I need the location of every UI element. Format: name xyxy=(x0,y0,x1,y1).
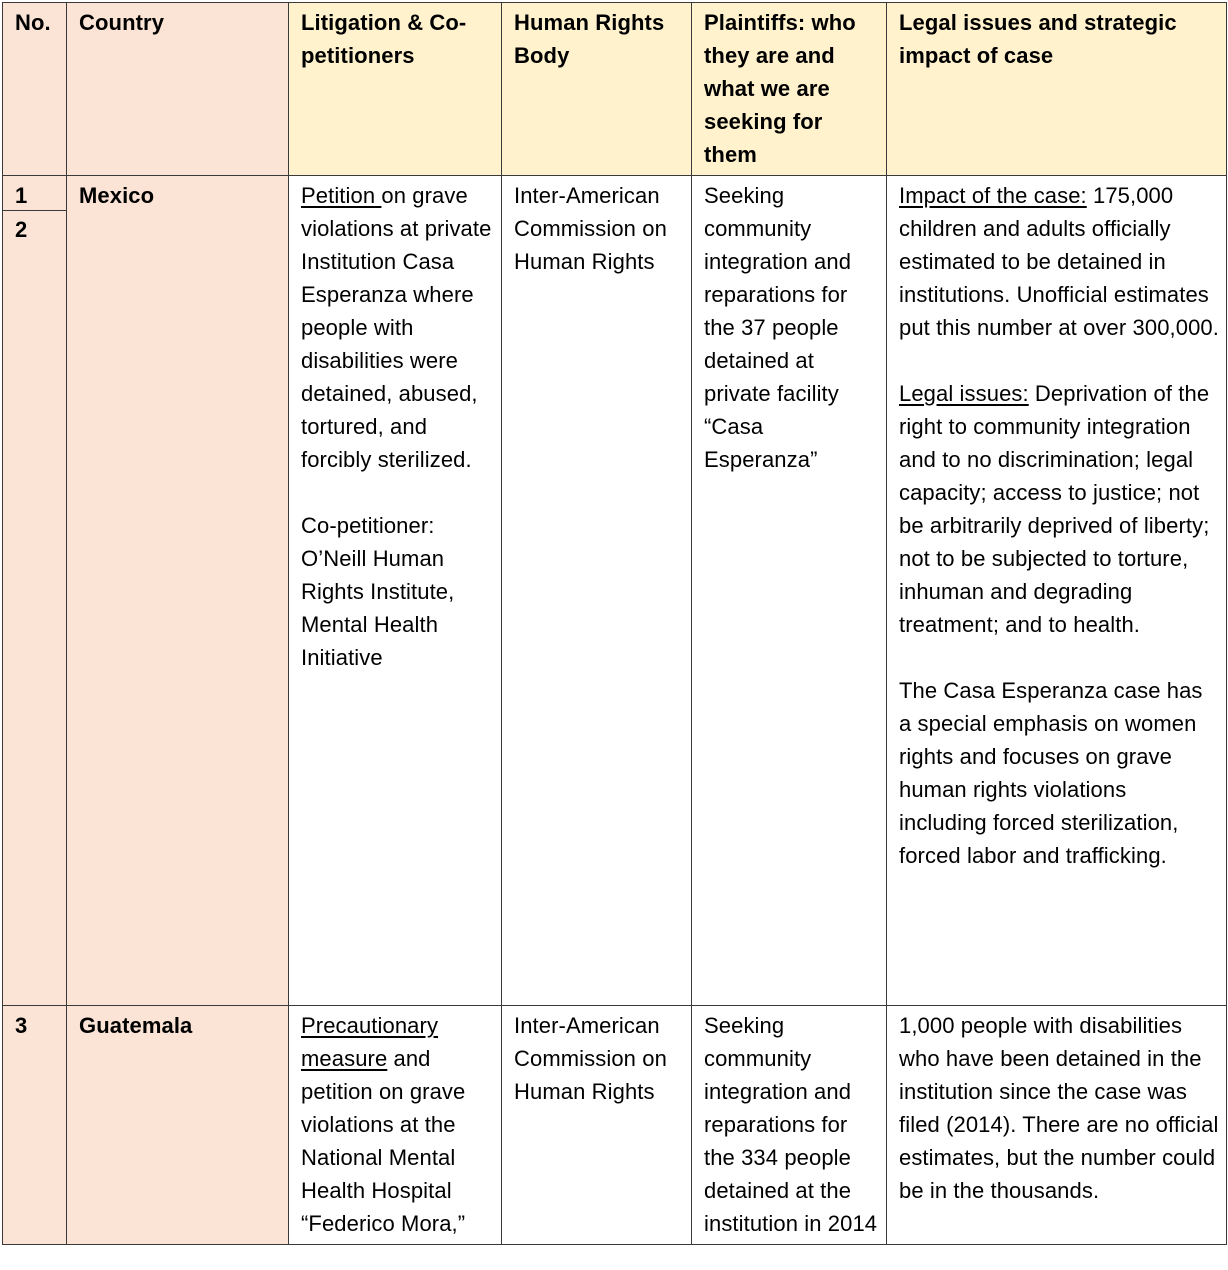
header-human-rights-body: Human Rights Body xyxy=(502,3,692,176)
copetitioner-text: Co-petitioner: O’Neill Human Rights Institute, Mental Health Initiative xyxy=(301,513,455,670)
litigation-paragraph xyxy=(301,1009,495,1240)
legal-text: Deprivation of the right to community integration and to no discrimination; legal capacity; access to justice; not be arbitrarily deprived of liberty; not to be subjected to torture, inhuman and degrading treatment; and to health. xyxy=(899,381,1210,637)
header-country: Country xyxy=(67,3,289,176)
row-number-2: 2 xyxy=(15,217,28,242)
impact-text: 175,000 children and adults officially estimated to be detained in institutions. Unofficial estimates put this number at over 300,000. xyxy=(899,183,1219,340)
table-row-mexico xyxy=(3,176,1227,1006)
litigation-table xyxy=(2,2,1227,1245)
human-rights-body-cell: Inter-American Commission on Human Rights xyxy=(502,176,692,1006)
litigation-cell xyxy=(289,1006,502,1245)
country-cell: Guatemala xyxy=(67,1006,289,1245)
legal-paragraph xyxy=(899,377,1220,641)
plaintiffs-cell: Seeking community integration and reparations for the 334 people detained at the institution in 2014 xyxy=(692,1006,887,1245)
plaintiffs-cell: Seeking community integration and reparations for the 37 people detained at private facility “Casa Esperanza” xyxy=(692,176,887,1006)
row-number-3: 3 xyxy=(3,1006,67,1245)
header-plaintiffs: Plaintiffs: who they are and what we are seeking for them xyxy=(692,3,887,176)
country-cell: Mexico xyxy=(67,176,289,1006)
litigation-text: on grave violations at private Institution Casa Esperanza where people with disabilities were detained, abused, tortured, and forcibly sterilized. xyxy=(301,183,492,472)
petition-link[interactable]: Petition xyxy=(301,183,382,208)
impact-label: Impact of the case: xyxy=(899,183,1087,208)
legal-label: Legal issues: xyxy=(899,381,1029,406)
row-number-cell xyxy=(3,176,67,1006)
litigation-text: and petition on grave violations at the National Mental Health Hospital “Federico Mora,” xyxy=(301,1046,466,1236)
human-rights-body-cell: Inter-American Commission on Human Rights xyxy=(502,1006,692,1245)
legal-issues-cell xyxy=(887,176,1227,1006)
header-no: No. xyxy=(3,3,67,176)
note-paragraph: The Casa Esperanza case has a special emphasis on women rights and focuses on grave human rights violations including forced sterilization, forced labor and trafficking. xyxy=(899,678,1203,868)
impact-paragraph xyxy=(899,179,1220,344)
litigation-paragraph xyxy=(301,179,495,476)
header-litigation: Litigation & Co-petitioners xyxy=(289,3,502,176)
precautionary-measure-link[interactable]: Precautionary measure xyxy=(301,1013,439,1071)
table-row-guatemala xyxy=(3,1006,1227,1245)
header-row xyxy=(3,3,1227,176)
row-number-1: 1 xyxy=(3,176,66,211)
header-legal-issues: Legal issues and strategic impact of case xyxy=(887,3,1227,176)
litigation-cell xyxy=(289,176,502,1006)
legal-issues-cell: 1,000 people with disabilities who have been detained in the institution since the case was filed (2014). There are no official estimates, but the number could be in the thousands. xyxy=(887,1006,1227,1245)
